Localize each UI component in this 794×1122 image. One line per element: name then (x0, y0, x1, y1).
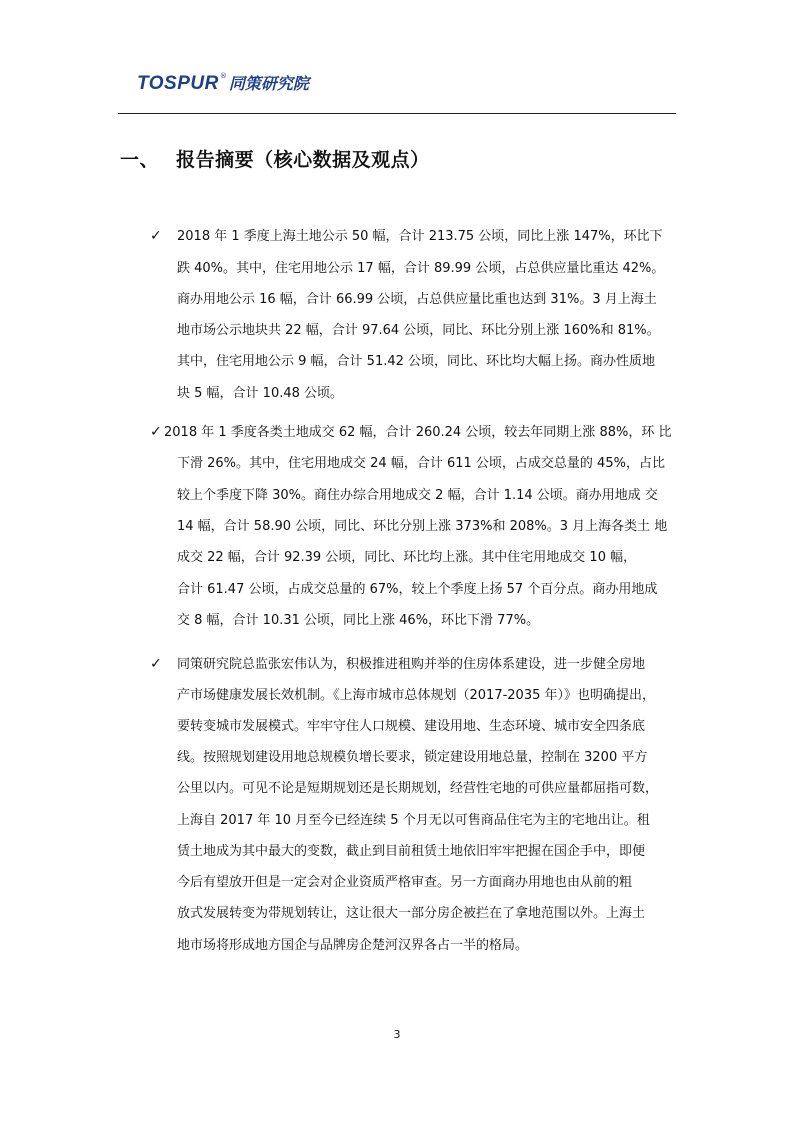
bullet-line: 2018 年 1 季度各类土地成交 62 幅，合计 260.24 公顷，较去年同期上涨 88%，环 比 (164, 425, 672, 440)
bullet-line: 2018 年 1 季度上海土地公示 50 幅，合计 213.75 公顷，同比上涨 147%，环比下 (177, 229, 663, 244)
bullet-line: 块 5 幅，合计 10.48 公顷。 (177, 386, 344, 401)
bullet-line: 公里以内。可见不论是短期规划还是长期规划，经营性宅地的可供应量都屈指可数， (177, 781, 659, 796)
checkmark-icon: ✓ (150, 228, 162, 244)
page-number: 3 (393, 1028, 401, 1041)
bullet-line: 14 幅，合计 58.90 公顷，同比、环比分别上涨 373%和 208%。3 月上海各类土 地 (177, 519, 668, 534)
bullet-line: 下滑 26%。其中，住宅用地成交 24 幅，合计 611 公顷，占成交总量的 45%，占比 (177, 456, 665, 471)
bullet-line: 产市场健康发展长效机制。《上海市城市总体规划（2017-2035 年）》也明确提出， (177, 688, 655, 703)
bullet-line: 线。按照规划建设用地总规模负增长要求，锁定建设用地总量，控制在 3200 平方 (177, 750, 648, 765)
logo-chinese-text: 同策研究院 (228, 74, 309, 93)
bullet-line: 同策研究院总监张宏伟认为，积极推进租购并举的住房体系建设，进一步健全房地 (177, 657, 646, 672)
section-number: 一、 (120, 149, 160, 171)
bullet-line: 成交 22 幅，合计 92.39 公顷，同比、环比均上涨。其中住宅用地成交 10 幅， (177, 550, 637, 565)
bullet-line: 合计 61.47 公顷，占成交总量的 67%，较上个季度上扬 57 个百分点。商办用地成 (177, 582, 658, 597)
bullet-line: 赁土地成为其中最大的变数，截止到目前租赁土地依旧牢牢把握在国企手中，即便 (177, 844, 646, 859)
bullet-line: 商办用地公示 16 幅，合计 66.99 公顷，占总供应量比重也达到 31%。3 月上海土 (177, 292, 657, 307)
bullet-line: 跌 40%。其中，住宅用地公示 17 幅，合计 89.99 公顷，占总供应量比重达 42%。 (177, 261, 665, 276)
section-title-text: 报告摘要（核心数据及观点） (176, 149, 430, 171)
logo-english-text: TOSPUR (137, 73, 219, 94)
bullet-line: 地市场将形成地方国企与品牌房企楚河汉界各占一半的格局。 (177, 938, 529, 953)
bullet-line: 其中，住宅用地公示 9 幅，合计 51.42 公顷，同比、环比均大幅上扬。商办性质地 (177, 354, 656, 369)
checkmark-icon: ✓ (150, 656, 162, 672)
bullet-line: 交 8 幅，合计 10.31 公顷，同比上涨 46%，环比下滑 77%。 (177, 613, 540, 628)
bullet-line: 地市场公示地块共 22 幅，合计 97.64 公顷，同比、环比分别上涨 160%和 81%。 (177, 323, 660, 338)
checkmark-icon: ✓ (150, 424, 162, 440)
bullet-line: 较上个季度下降 30%。商住办综合用地成交 2 幅，合计 1.14 公顷。商办用地成 交 (177, 488, 658, 503)
bullet-line: 要转变城市发展模式。牢牢守住人口规模、建设用地、生态环境、城市安全四条底 (177, 719, 646, 734)
logo-registered-mark: ® (219, 72, 227, 80)
bullet-line: 放式发展转变为带规划转让，这让很大一部分房企被拦在了拿地范围以外。上海土 (177, 906, 646, 921)
bullet-line: 今后有望放开但是一定会对企业资质严格审查。另一方面商办用地也由从前的粗 (177, 875, 633, 890)
bullet-line: 上海自 2017 年 10 月至今已经连续 5 个月无以可售商品住宅为主的宅地出让。租 (177, 813, 650, 828)
